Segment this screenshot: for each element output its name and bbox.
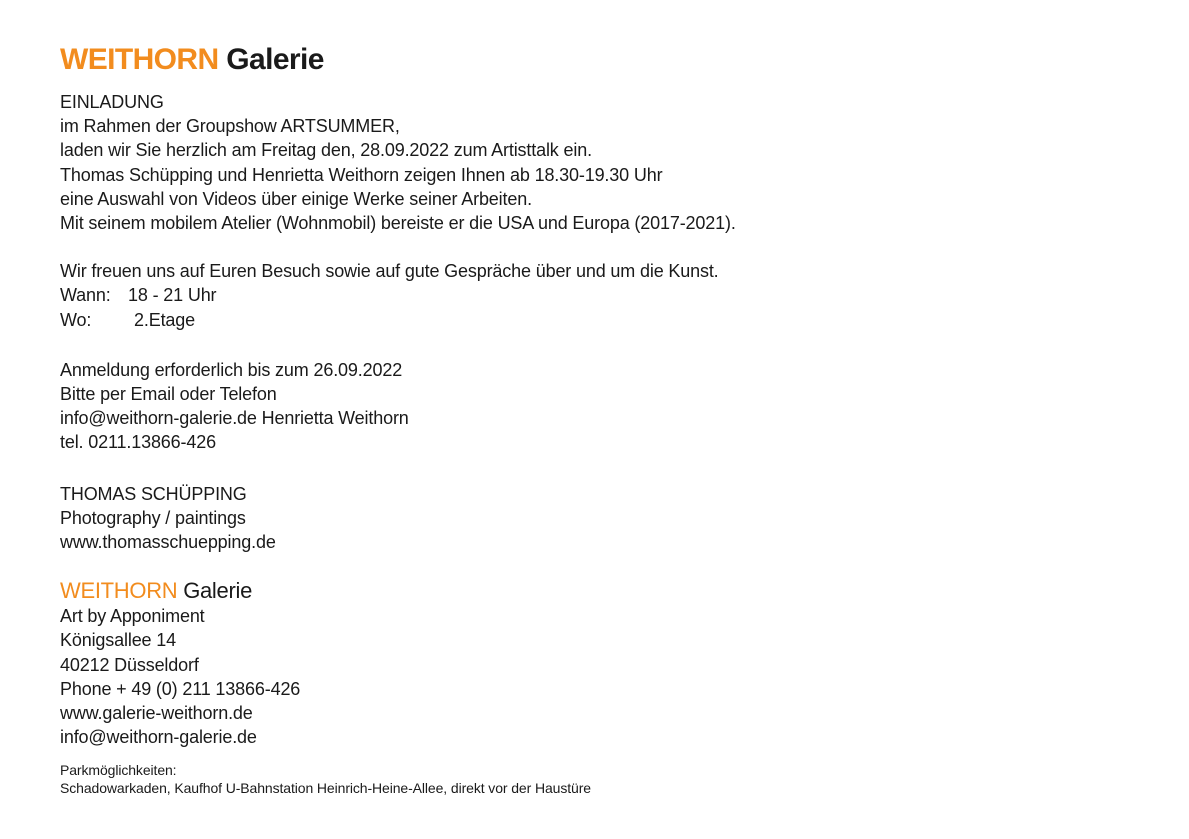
artist-discipline: Photography / paintings <box>60 507 246 528</box>
registration-phone: tel. 0211.13866-426 <box>60 432 216 453</box>
where-label: Wo: <box>60 309 92 330</box>
gallery-logo-title <box>60 40 1160 80</box>
invitation-line-5: Mit seinem mobilem Atelier (Wohnmobil) bereiste er die USA und Europa (2017-2021). <box>60 213 736 234</box>
gallery-name-accent: WEITHORN <box>60 578 178 604</box>
gallery-logo-small <box>60 578 1160 604</box>
brand-name-galerie: Galerie <box>226 43 324 76</box>
when-row <box>60 283 1160 307</box>
invitation-heading: EINLADUNG <box>60 92 164 112</box>
where-value: 2.Etage <box>134 309 196 330</box>
artist-website: www.thomasschuepping.de <box>60 532 276 553</box>
invitation-document <box>60 40 1160 797</box>
parking-section <box>60 761 1160 797</box>
artist-name: THOMAS SCHÜPPING <box>60 483 247 504</box>
invitation-line-3: Thomas Schüpping und Henrietta Weithorn zeigen Ihnen ab 18.30-19.30 Uhr <box>60 164 663 185</box>
brand-name-rest <box>219 43 324 76</box>
greeting-text: Wir freuen uns auf Euren Besuch sowie auf gute Gespräche über und um die Kunst. <box>60 261 719 282</box>
artist-section <box>60 482 1160 555</box>
event-details-section <box>60 259 1160 332</box>
brand-name-accent: WEITHORN <box>60 43 219 76</box>
when-value: 18 - 21 Uhr <box>128 285 217 306</box>
invitation-line-1: im Rahmen der Groupshow ARTSUMMER, <box>60 116 400 137</box>
gallery-city: 40212 Düsseldorf <box>60 654 199 675</box>
parking-label: Parkmöglichkeiten: <box>60 762 177 779</box>
gallery-appointment: Art by Apponiment <box>60 606 205 627</box>
gallery-email: info@weithorn-galerie.de <box>60 727 257 748</box>
registration-method: Bitte per Email oder Telefon <box>60 384 277 405</box>
gallery-street: Königsallee 14 <box>60 630 176 651</box>
gallery-name-rest: Galerie <box>183 578 253 604</box>
registration-deadline: Anmeldung erforderlich bis zum 26.09.2022 <box>60 359 403 380</box>
invitation-line-2: laden wir Sie herzlich am Freitag den, 28.09.2022 zum Artisttalk ein. <box>60 140 592 161</box>
registration-section <box>60 358 1160 455</box>
gallery-contact-section <box>60 578 1160 749</box>
when-label: Wann: <box>60 285 111 306</box>
where-row <box>60 308 1160 332</box>
gallery-website: www.galerie-weithorn.de <box>60 703 253 724</box>
registration-email: info@weithorn-galerie.de Henrietta Weithorn <box>60 408 409 429</box>
invitation-section <box>60 90 1160 235</box>
gallery-phone: Phone + 49 (0) 211 13866-426 <box>60 678 301 699</box>
invitation-line-4: eine Auswahl von Videos über einige Werke seiner Arbeiten. <box>60 188 532 209</box>
parking-text: Schadowarkaden, Kaufhof U-Bahnstation Heinrich-Heine-Allee, direkt vor der Haustüre <box>60 780 591 797</box>
